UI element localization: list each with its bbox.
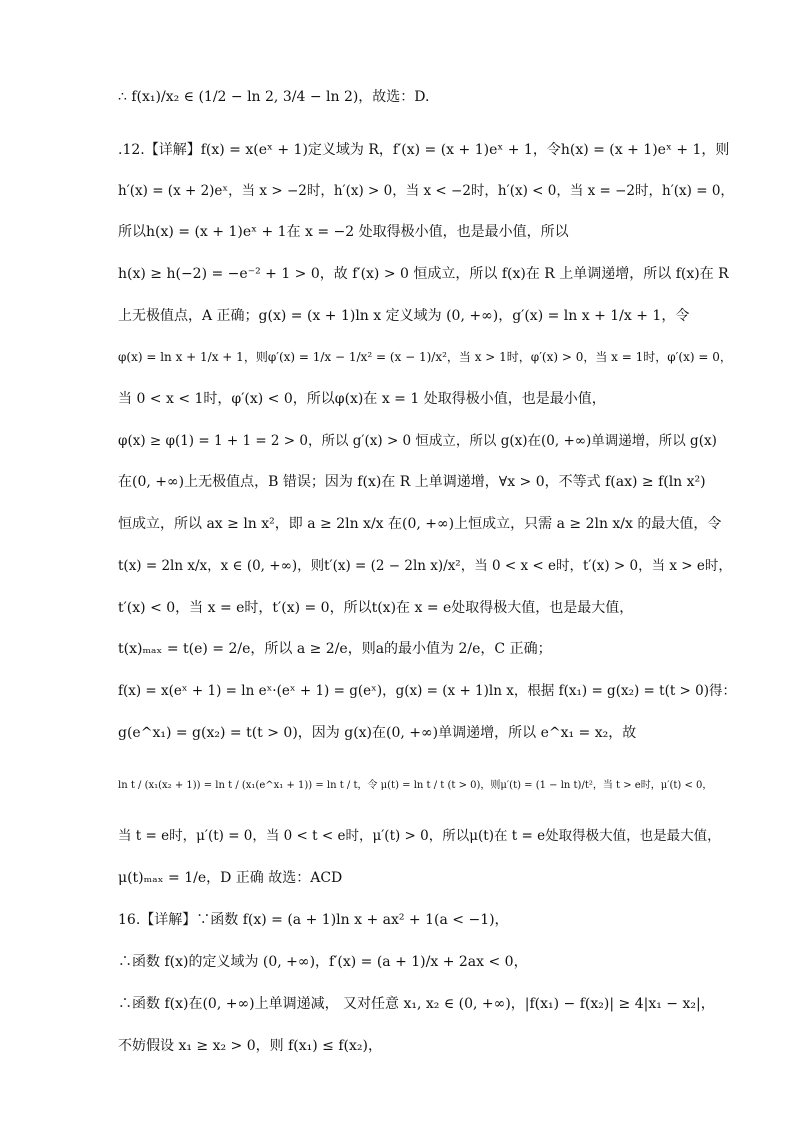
text-line: 上无极值点，A 正确；g(x) = (x + 1)ln x 定义域为 (0, +∞)，g′(x) = ln x + 1/x + 1，令 — [118, 308, 690, 324]
text-line: t(x)ₘₐₓ = t(e) = 2/e，所以 a ≥ 2/e，则a的最小值为 2/e，C 正确； — [118, 641, 552, 657]
text-line: 当 0 < x < 1时，φ′(x) < 0，所以φ(x)在 x = 1 处取得极小值，也是最小值， — [118, 391, 606, 407]
text-line: 在(0, +∞)上无极值点，B 错误；因为 f(x)在 R 上单调递增，∀x > 0，不等式 f(ax) ≥ f(ln x²) — [118, 474, 706, 490]
text-line: 16.【详解】∵函数 f(x) = (a + 1)ln x + ax² + 1(a < −1)， — [118, 912, 509, 928]
text-line: 恒成立，所以 ax ≥ ln x²，即 a ≥ 2ln x/x 在(0, +∞)上恒成立，只需 a ≥ 2ln x/x 的最大值，令 — [118, 516, 722, 532]
text-line: φ(x) ≥ φ(1) = 1 + 1 = 2 > 0，所以 g′(x) > 0 恒成立，所以 g(x)在(0, +∞)单调递增，所以 g(x) — [118, 433, 717, 449]
text-line: 所以h(x) = (x + 1)eˣ + 1在 x = −2 处取得极小值，也是最小值，所以 — [118, 224, 569, 240]
text-line: ∴ f(x₁)/x₂ ∈ (1/2 − ln 2, 3/4 − ln 2)，故选：D. — [118, 89, 430, 105]
text-line: f(x) = x(eˣ + 1) = ln eˣ·(eˣ + 1) = g(eˣ)，g(x) = (x + 1)ln x，根据 f(x₁) = g(x₂) = t(t > 0)得： — [118, 683, 737, 699]
text-line: ∴函数 f(x)的定义域为 (0, +∞)，f′(x) = (a + 1)/x + 2ax < 0， — [118, 954, 528, 970]
text-line: ln t / (x₁(x₂ + 1)) = ln t / (x₁(e^x₁ + 1)) = ln t / t，令 μ(t) = ln t / t (t > 0)，则μ′(t) = (1 − ln t)/t²，当 t > e时，μ′(t) < 0， — [118, 780, 713, 791]
text-line: 不妨假设 x₁ ≥ x₂ > 0，则 f(x₁) ≤ f(x₂)， — [118, 1038, 382, 1054]
text-line: h(x) ≥ h(−2) = −e⁻² + 1 > 0，故 f′(x) > 0 恒成立，所以 f(x)在 R 上单调递增，所以 f(x)在 R — [118, 266, 729, 282]
text-line: g(e^x₁) = g(x₂) = t(t > 0)，因为 g(x)在(0, +∞)单调递增，所以 e^x₁ = x₂，故 — [118, 725, 637, 741]
text-line: ∴函数 f(x)在(0, +∞)上单调递减， 又对任意 x₁, x₂ ∈ (0, +∞)，|f(x₁) − f(x₂)| ≥ 4|x₁ − x₂|， — [118, 996, 715, 1012]
text-line: t(x) = 2ln x/x，x ∈ (0, +∞)，则t′(x) = (2 − 2ln x)/x²，当 0 < x < e时，t′(x) > 0，当 x > e时， — [118, 558, 732, 574]
text-line: 当 t = e时，μ′(t) = 0，当 0 < t < e时，μ′(t) > 0，所以μ(t)在 t = e处取得极大值，也是最大值， — [118, 828, 721, 844]
text-line: μ(t)ₘₐₓ = 1/e，D 正确 故选：ACD — [118, 870, 343, 886]
text-line: t′(x) < 0，当 x = e时，t′(x) = 0，所以t(x)在 x = e处取得极大值，也是最大值， — [118, 600, 634, 616]
text-line: h′(x) = (x + 2)eˣ，当 x > −2时，h′(x) > 0，当 x < −2时，h′(x) < 0，当 x = −2时，h′(x) = 0， — [118, 183, 734, 199]
text-line: φ(x) = ln x + 1/x + 1，则φ′(x) = 1/x − 1/x² = (x − 1)/x²，当 x > 1时，φ′(x) > 0，当 x = 1时，φ′(x) = 0， — [118, 350, 732, 364]
text-line: .12.【详解】f(x) = x(eˣ + 1)定义域为 R，f′(x) = (x + 1)eˣ + 1，令h(x) = (x + 1)eˣ + 1，则 — [118, 142, 730, 158]
